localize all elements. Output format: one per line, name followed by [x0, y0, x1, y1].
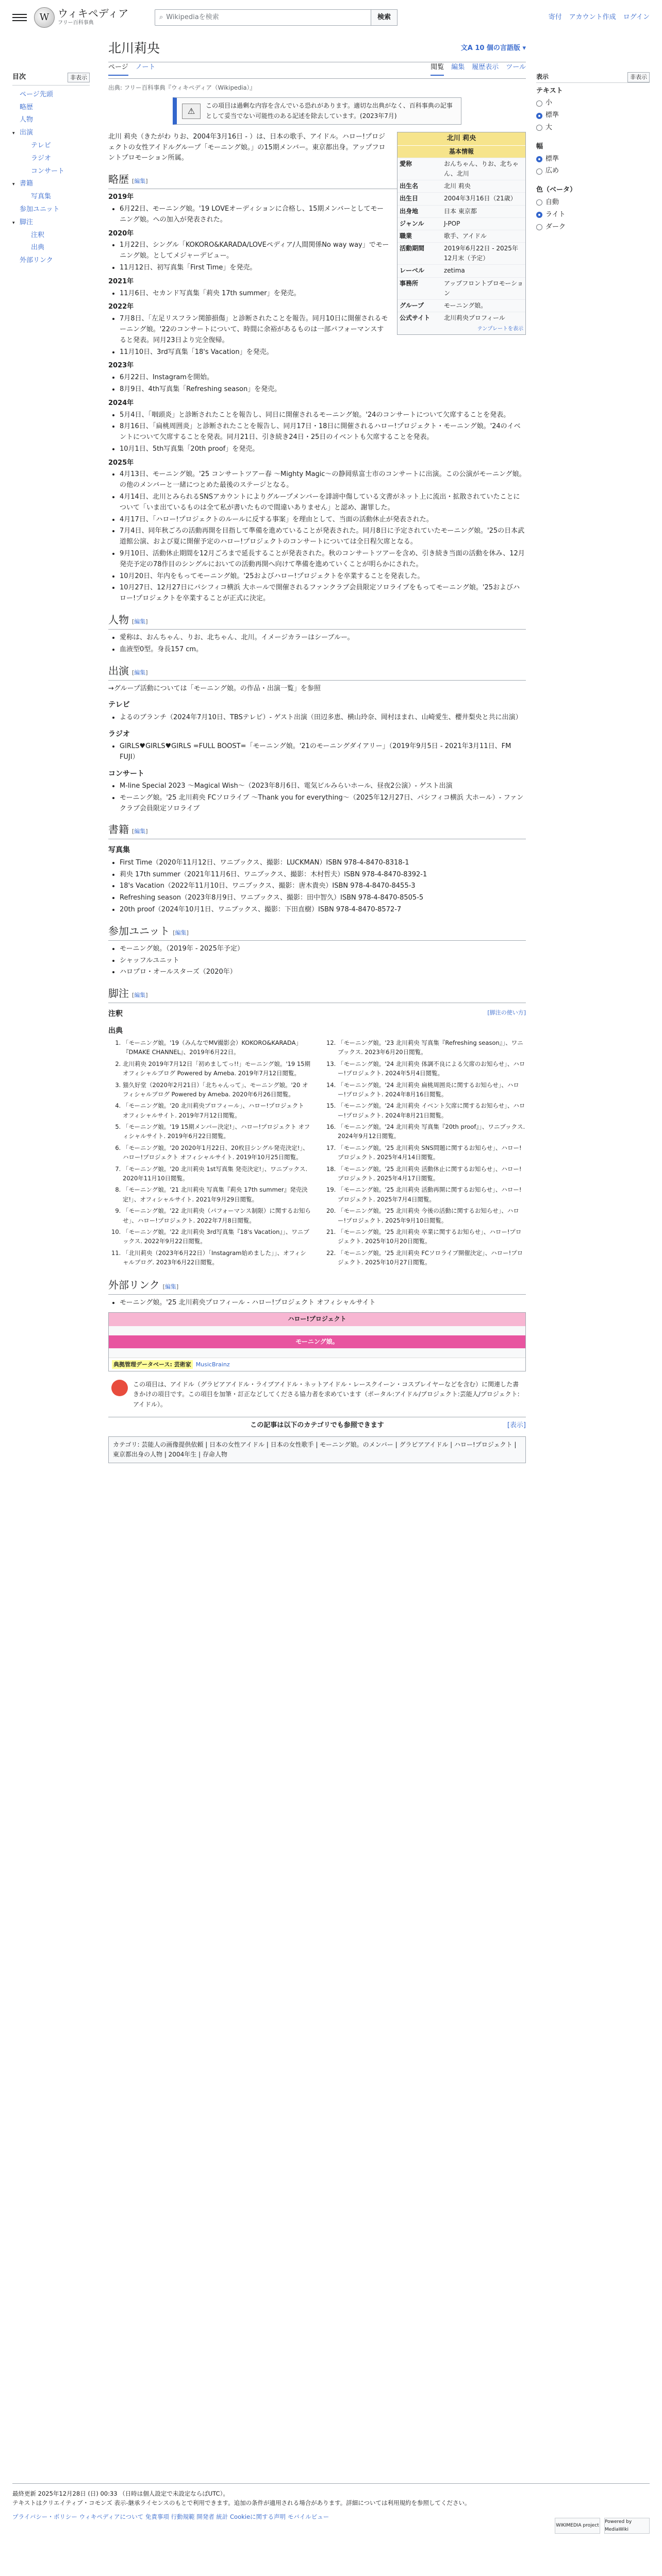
- section-appear: [108, 663, 526, 681]
- toc-list: [12, 89, 90, 267]
- reference-item: 9. 「モーニング娘。'22 北川莉央（パフォーマンス制限）に関するお知らせ」、ハロー!プロジェクト. 2022年7月8日閲覧。: [123, 1206, 311, 1225]
- notes-help-link[interactable]: [脚注の使い方]: [487, 1009, 526, 1016]
- reference-item: 11. 「北川莉央（2023年6月22日）「Instagram始めました」」、オフィシャルブログ. 2023年6月22日閲覧。: [123, 1248, 311, 1267]
- toc-item[interactable]: [12, 178, 90, 191]
- infobox-subtitle: 基本情報: [398, 145, 525, 158]
- appearance-title: 表示: [536, 73, 549, 80]
- photobook-item: • 18's Vacation（2022年11月10日、ワニブックス、撮影：唐木貴央）ISBN 978-4-8470-8455-3: [120, 881, 526, 892]
- edit-label: 編集: [134, 992, 146, 999]
- notes-sub-title: 注釈: [108, 1010, 123, 1019]
- tv-item: • よるのブランチ（2024年7月10日、TBSテレビ）- ゲスト出演（田辺多恵、横山玲奈、岡村ほまれ、山崎愛生、櫻井梨央と共に出演）: [120, 713, 526, 723]
- units-list: [120, 944, 526, 978]
- toc-item[interactable]: [12, 127, 90, 140]
- radio-button[interactable]: [536, 168, 542, 175]
- infobox-row: [398, 230, 525, 242]
- timeline-year: 2025年: [108, 459, 134, 467]
- text-size-section: [536, 86, 650, 133]
- timeline-item: • 6月22日、モーニング娘。'19 LOVEオーディションに合格し、15期メンバーとしてモーニング娘。への加入が発表された。: [120, 204, 526, 226]
- infobox-key: 愛称: [400, 160, 412, 167]
- search-form: [155, 9, 398, 26]
- toc-item[interactable]: [12, 152, 90, 165]
- footer: [12, 2483, 650, 2532]
- edit-label: 編集: [164, 1283, 176, 1290]
- toc-header: [12, 72, 90, 86]
- infobox-key: レーベル: [400, 267, 425, 275]
- section-tv: [108, 699, 526, 710]
- infobox-key: グループ: [400, 302, 424, 309]
- toc-sidebar: [12, 72, 90, 267]
- infobox-title: 北川 莉央: [398, 132, 525, 145]
- infobox-key: 職業: [400, 232, 412, 240]
- color-title: 色（ベータ）: [536, 186, 577, 194]
- reference-item: 5. 「モーニング娘。'19 15期メンバー決定!」、ハロー!プロジェクト オフィシャルサイト. 2019年6月22日閲覧。: [123, 1122, 311, 1141]
- navbox-body: [109, 1326, 525, 1335]
- timeline-item: • 8月9日、4th写真集「Refreshing season」を発売。: [120, 384, 526, 395]
- section-photo-title: 写真集: [108, 846, 130, 855]
- external-links-list: [120, 1298, 526, 1309]
- radio-button[interactable]: [536, 224, 542, 230]
- page-title-row: [108, 35, 526, 62]
- musicbrainz-link[interactable]: MusicBrainz: [195, 1361, 230, 1368]
- toc-item[interactable]: [12, 216, 90, 229]
- text-size-option[interactable]: [536, 110, 650, 121]
- timeline-item: • 7月4日、同年秋ごろの活動再開を目指して準備を進めていることが発表された。同月8日に予定されていたモーニング娘。'25の日本武道館公演、および夏に開催予定のハロー!プロジェクトのコンサートについては全日程欠席となる。: [120, 526, 526, 548]
- radio-button[interactable]: [536, 156, 542, 162]
- reference-item: 19. 「モーニング娘。'25 北川莉央 活動再開に関するお知らせ」、ハロー!プロジェクト. 2025年7月4日閲覧。: [338, 1185, 526, 1204]
- tab-item[interactable]: 履歴表示: [472, 63, 499, 72]
- reference-item: 21. 「モーニング娘。'25 北川莉央 卒業に関するお知らせ」、ハロー!プロジェクト. 2025年10月20日閲覧。: [338, 1227, 526, 1246]
- tab-item[interactable]: ページ: [108, 62, 128, 76]
- last-edited: 最終更新 2025年12月28日 (日) 00:33 （日時は個人設定で未設定ならばUTC）。: [12, 2490, 229, 2497]
- external-link-item: • モーニング娘。'25 北川莉央プロフィール - ハロー!プロジェクト オフィシャルサイト: [120, 1298, 526, 1309]
- concert-item: • モーニング娘。'25 北川莉央 FCソロライブ 〜Thank you for everything〜（2025年12月27日、パシフィコ横浜 大ホール）- ファンクラブ会員限定ソロライブ: [120, 793, 526, 815]
- radio-list: [120, 741, 526, 763]
- namespace-tabs: [108, 62, 155, 78]
- appearance-hide-button[interactable]: 非表示: [627, 72, 650, 82]
- infobox-value: モーニング娘。: [444, 302, 487, 309]
- timeline-item: • 4月13日、モーニング娘。'25 コンサートツアー春 〜Mighty Magic〜の静岡県富士市のコンサートに出演。この公演がモーニング娘。の他のメンバーと一緒につとめた最後のステージとなる。: [120, 469, 526, 491]
- timeline-item: • 5月4日、「咽頭炎」と診断されたことを報告し、同日に開催されるモーニング娘。'24のコンサートについて欠席することを発表。: [120, 410, 526, 421]
- radio-button[interactable]: [536, 113, 542, 119]
- reference-item: 3. 猫久好堂（2020年2月21日）「北ちゃんって」、モーニング娘。'20 オフィシャルブログ Powered by Ameba. 2020年6月26日閲覧。: [123, 1080, 311, 1099]
- section-appear-title: 出演: [108, 664, 129, 677]
- toc-item-label: 略歴: [20, 103, 34, 111]
- toc-item-label: 外部リンク: [20, 257, 53, 265]
- section-person: [108, 612, 526, 630]
- footer-links[interactable]: プライバシー・ポリシー ウィキペディアについて 免責事項 行動規範 開発者 統計 Cookieに関する声明 モバイルビュー: [12, 2513, 329, 2520]
- tab-item[interactable]: ノート: [135, 63, 156, 72]
- navbox-hello-project[interactable]: ハロー!プロジェクト: [109, 1313, 525, 1326]
- references-list: [108, 1038, 526, 1269]
- infobox-row: [398, 192, 525, 205]
- timeline-year: 2019年: [108, 193, 134, 201]
- section-concert: [108, 768, 526, 779]
- infobox-key: 事務所: [400, 279, 419, 287]
- toc-chevron-icon[interactable]: ▾: [12, 220, 15, 226]
- photobook-list: [120, 858, 526, 916]
- site-logo[interactable]: [34, 7, 128, 28]
- user-link[interactable]: ログイン: [623, 13, 650, 21]
- infobox-key: 出生日: [400, 195, 419, 202]
- unit-item: • シャッフルユニット: [120, 956, 526, 967]
- toc-item-label: ページ先頭: [20, 90, 53, 98]
- timeline-item: • 6月22日、Instagramを開始。: [120, 372, 526, 383]
- color-option[interactable]: [536, 222, 650, 233]
- person-item: • 血液型0型。身長157 cm。: [120, 645, 526, 655]
- reference-item: 13. 「モーニング娘。'24 北川莉央 体調不良による欠席のお知らせ」、ハロー!プロジェクト. 2024年5月4日閲覧。: [338, 1059, 526, 1078]
- section-units-title: 参加ユニット: [108, 924, 170, 937]
- tab-item[interactable]: 編集: [451, 63, 465, 72]
- infobox-key: 出生名: [400, 182, 419, 190]
- infobox-row: [398, 299, 525, 312]
- width-section: [536, 142, 650, 177]
- infobox-row: [398, 312, 525, 324]
- toc-item-label: 写真集: [31, 193, 52, 201]
- edit-link[interactable]: [編集]: [132, 828, 148, 835]
- photobook-item: • 20th proof（2024年10月1日、ワニブックス、撮影：下田直樹）ISBN 978-4-8470-8572-7: [120, 905, 526, 916]
- user-link[interactable]: アカウント作成: [569, 13, 616, 21]
- infobox-key: 公式サイト: [400, 314, 431, 322]
- infobox-value: 北川莉央プロフィール: [444, 314, 505, 322]
- toc-item-label: 出演: [20, 129, 34, 137]
- reference-item: 7. 「モーニング娘。'20 北川莉央 1st写真集 発売決定!」、ワニブックス. 2020年11月10日閲覧。: [123, 1164, 311, 1183]
- section-concert-title: コンサート: [108, 769, 144, 778]
- toc-item-label: 脚注: [20, 218, 34, 226]
- user-links: [549, 12, 650, 23]
- radio-label: 標準: [545, 111, 559, 120]
- section-sources-title: 出典: [108, 1026, 123, 1035]
- timeline-year: 2024年: [108, 399, 134, 407]
- search-button[interactable]: 検索: [371, 9, 398, 26]
- mediawiki-badge[interactable]: Powered by MediaWiki: [604, 2518, 650, 2534]
- edit-link[interactable]: [編集]: [132, 669, 148, 676]
- edit-link[interactable]: [編集]: [132, 992, 148, 999]
- stub-notice: [108, 1377, 526, 1413]
- search-placeholder: Wikipediaを検索: [166, 13, 219, 21]
- lead-paragraph: 北川 莉央（きたがわ りお、2004年3月16日 - ）は、日本の歌手、アイドル。ハロー!プロジェクトの女性アイドルグループ「モーニング娘。」の15期メンバー。東京都出身。アップフロントプロモーション所属。: [108, 132, 386, 162]
- photobook-item: • 莉央 17th summer（2021年11月6日、ワニブックス、撮影：木村哲夫）ISBN 978-4-8470-8392-1: [120, 870, 526, 880]
- infobox-row: [398, 158, 525, 180]
- unit-item: • ハロプロ・オールスターズ（2020年）: [120, 967, 526, 978]
- infobox-key: 出身地: [400, 207, 419, 215]
- category-links[interactable]: カテゴリ: 芸能人の画像提供依頼 | 日本の女性アイドル | 日本の女性歌手 | モーニング娘。のメンバー | グラビアアイドル | ハロー!プロジェクト | 東京都出身の人物 | 2004年生 | 存命人物: [108, 1436, 526, 1463]
- timeline-item: • 4月14日、北川とみられるSNSアカウントによりグループメンバーを誹謗中傷している文書がネット上に流出・拡散されていたことについて「いま出ているものは全て私が書いたもので間違いありません」と認め、謝罪した。: [120, 492, 526, 514]
- section-external: [108, 1277, 526, 1295]
- logo-title: ウィキペディア: [58, 7, 129, 20]
- notice-icon: ⚠: [182, 104, 201, 119]
- infobox-value: アップフロントプロモーション: [444, 279, 523, 297]
- edit-label: 編集: [134, 618, 146, 625]
- reference-item: 14. 「モーニング娘。'24 北川莉央 扁桃周囲炎に関するお知らせ」、ハロー!プロジェクト. 2024年8月16日閲覧。: [338, 1080, 526, 1099]
- infobox-value: zetima: [444, 267, 465, 275]
- toc-item[interactable]: [12, 204, 90, 216]
- radio-button[interactable]: [536, 125, 542, 131]
- edit-link[interactable]: [編集]: [173, 929, 189, 936]
- search-input[interactable]: [155, 9, 371, 26]
- infobox-key: ジャンル: [400, 219, 424, 227]
- header: [0, 0, 662, 35]
- person-item: • 愛称は、おんちゃん、りお、北ちゃん、北川。イメージカラーはシーブルー。: [120, 633, 526, 643]
- text-size-option[interactable]: [536, 123, 650, 133]
- timeline-item: • 8月16日、「扁桃周囲炎」と診断されたことを報告し、同月17日・18日に開催されるハロー!プロジェクト・モーニング娘。'24のイベントについて欠席することを発表。同月21日、引き続き24日・25日のイベントも欠席することを発表。: [120, 421, 526, 443]
- infobox-value: おんちゃん、りお、北ちゃん、北川: [444, 160, 519, 177]
- logo-tagline: フリー百科事典: [58, 20, 94, 26]
- section-tv-title: テレビ: [108, 701, 130, 709]
- section-notes-title: 脚注: [108, 987, 129, 1000]
- section-photo: [108, 844, 526, 856]
- toc-item[interactable]: [12, 89, 90, 101]
- infobox-row: [398, 264, 525, 277]
- toc-item[interactable]: [12, 255, 90, 267]
- edit-label: 編集: [134, 178, 146, 185]
- reference-item: 22. 「モーニング娘。'25 北川莉央 FCソロライブ開催決定」、ハロー!プロジェクト. 2025年10月27日閲覧。: [338, 1248, 526, 1267]
- color-option[interactable]: [536, 197, 650, 208]
- infobox-row: [398, 242, 525, 264]
- concert-list: [120, 781, 526, 814]
- toc-title: 目次: [12, 73, 26, 81]
- toc-hide-button[interactable]: 非表示: [68, 73, 90, 83]
- timeline-item: • 10月27日、12月27日にパシフィコ横浜 大ホールで開催されるファンクラブ会員限定ソロライブをもってモーニング娘。'25およびハロー!プロジェクトを卒業することが正式に決定。: [120, 583, 526, 604]
- edit-link[interactable]: [編集]: [162, 1283, 179, 1290]
- user-link[interactable]: 寄付: [548, 13, 562, 21]
- toc-item-label: コンサート: [31, 167, 65, 175]
- infobox-row: [398, 180, 525, 192]
- reference-item: 2. 北川莉央 2019年7月12日「初めましてっ!!」モーニング娘。'19 15期オフィシャルブログ Powered by Ameba. 2019年7月12日閲覧。: [123, 1059, 311, 1078]
- reference-item: 12. 「モーニング娘。'23 北川莉央 写真集『Refreshing season』」、ワニブックス. 2023年6月20日閲覧。: [338, 1038, 526, 1057]
- unit-item: • モーニング娘。（2019年 - 2025年予定）: [120, 944, 526, 955]
- language-count: 10 個の言語版: [475, 44, 520, 52]
- tv-list: [120, 713, 526, 723]
- toc-item-label: 書籍: [20, 180, 34, 188]
- license-text: テキストはクリエイティブ・コモンズ 表示-継承ライセンスのもとで利用できます。追加の条件が適用される場合があります。詳細については利用規約を参照してください。: [12, 2499, 471, 2507]
- radio-item: • GIRLS♥GIRLS♥GIRLS =FULL BOOST=「モーニング娘。'21のモーニングダイアリー」（2019年9月5日 - 2021年3月11日、FM FUJI）: [120, 741, 526, 763]
- infobox-value: 2004年3月16日（21歳）: [444, 195, 517, 202]
- section-notes: [108, 985, 526, 1003]
- notice-text: この項目は過剰な内容を含んでいる恐れがあります。適切な出典がなく、百科事典の記事として妥当でない可能性のある記述を除去しています。(2023年7月): [206, 102, 453, 120]
- language-button[interactable]: 文A 10 個の言語版 ▾: [460, 44, 526, 52]
- template-link[interactable]: [398, 324, 525, 334]
- radio-label: ライト: [545, 210, 566, 218]
- reference-item: 1. 「モーニング娘。'19（みんなでMV撮影会）KOKORO&KARADA」『DMAKE CHANNEL』、2019年6月22日。: [123, 1038, 311, 1057]
- main-content: [108, 35, 526, 1463]
- related-title: この記事は以下のカテゴリでも参照できます: [250, 1421, 384, 1429]
- color-section: [536, 185, 650, 232]
- view-tabs: [431, 62, 526, 78]
- toc-chevron-icon[interactable]: ▾: [12, 131, 15, 137]
- edit-label: 編集: [134, 828, 146, 835]
- reference-item: 20. 「モーニング娘。'25 北川莉央 今後の活動に関するお知らせ」、ハロー!プロジェクト. 2025年9月10日閲覧。: [338, 1206, 526, 1225]
- infobox-value: J-POP: [444, 219, 460, 227]
- navbox-body: [109, 1348, 525, 1358]
- template-label: テンプレートを表示: [477, 326, 523, 332]
- width-option[interactable]: [536, 166, 650, 177]
- toc-chevron-icon[interactable]: ▾: [12, 182, 15, 188]
- timeline-item: • 11月6日、セカンド写真集「莉央 17th summer」を発売。: [120, 289, 526, 299]
- authority-label: 典拠管理データベース: 芸術家: [112, 1360, 193, 1369]
- reference-item: 16. 「モーニング娘。'24 北川莉央 写真集『20th proof』」、ワニブックス. 2024年9月12日閲覧。: [338, 1122, 526, 1141]
- appear-note: →グループ活動については「モーニング娘。の作品・出演一覧」を参照: [108, 684, 321, 692]
- toc-item[interactable]: [12, 191, 90, 204]
- radio-button[interactable]: [536, 100, 542, 107]
- reference-item: 17. 「モーニング娘。'25 北川莉央 SNS問題に関するお知らせ」、ハロー!プロジェクト. 2025年4月14日閲覧。: [338, 1143, 526, 1162]
- infobox-key: 活動期間: [400, 245, 425, 252]
- toc-item[interactable]: [12, 165, 90, 178]
- section-career-title: 略歴: [108, 173, 129, 186]
- timeline-list: [120, 469, 526, 604]
- section-person-title: 人物: [108, 614, 129, 626]
- timeline-item: • 7月8日、「左足リスフラン関節損傷」と診断されたことを報告。同月10日に開催されるモーニング娘。'22のコンサートについて、時間に余裕があるものは一部パフォーマンスすると発表。同月23日より完全復帰。: [120, 314, 526, 346]
- infobox-row: [398, 277, 525, 299]
- timeline-year: 2021年: [108, 277, 134, 285]
- toc-item-label: ラジオ: [31, 154, 52, 162]
- text-size-title: テキスト: [536, 87, 563, 95]
- tab-item[interactable]: 閲覧: [431, 62, 444, 76]
- authority-control: [109, 1358, 525, 1371]
- navbox: [108, 1312, 526, 1371]
- related-show-button[interactable]: [表示]: [507, 1421, 526, 1429]
- radio-label: 小: [545, 99, 553, 107]
- main-menu-icon[interactable]: [12, 10, 27, 25]
- maintenance-notice: [173, 97, 461, 124]
- wikipedia-globe-icon: W: [34, 7, 55, 28]
- radio-label: 標準: [545, 155, 559, 163]
- timeline-item: • 1月22日、シングル「KOKORO&KARADA/LOVEペディア/人間関係No way way」でモーニング娘。としてメジャーデビュー。: [120, 240, 526, 262]
- radio-label: 自動: [545, 198, 559, 206]
- radio-button[interactable]: [536, 212, 542, 218]
- radio-label: 広め: [545, 167, 559, 175]
- timeline-item: • 10月1日、5th写真集「20th proof」を発売。: [120, 444, 526, 455]
- section-radio-title: ラジオ: [108, 730, 130, 738]
- timeline-item: • 9月10日、活動休止期間を12月ごろまで延長することが発表された。秋のコンサートツアーを含め、引き続き当面の活動を休み、12月発売予定の78作目のシングルにおいての活動再開へ向けて準備を進めていくことが明らかにされた。: [120, 549, 526, 570]
- infobox-value: 2019年6月22日 - 2025年12月末（予定）: [444, 245, 518, 262]
- reference-item: 8. 「モーニング娘。'21 北川莉央 写真集『莉央 17th summer』発売決定!」、オフィシャルサイト. 2021年9月29日閲覧。: [123, 1185, 311, 1204]
- section-books-title: 書籍: [108, 823, 129, 836]
- edit-link[interactable]: [編集]: [132, 178, 148, 185]
- infobox-value: 北川 莉央: [444, 182, 471, 190]
- infobox: [397, 132, 526, 335]
- appearance-panel: [536, 72, 650, 241]
- toc-item[interactable]: [12, 229, 90, 242]
- width-option[interactable]: [536, 154, 650, 165]
- toc-item-label: テレビ: [31, 141, 51, 149]
- wikimedia-badge[interactable]: WIKIMEDIA project: [555, 2518, 600, 2534]
- section-radio: [108, 728, 526, 740]
- width-title: 幅: [536, 142, 543, 150]
- appearance-header: [536, 72, 650, 83]
- reference-item: 18. 「モーニング娘。'25 北川莉央 活動休止に関するお知らせ」、ハロー!プロジェクト. 2025年4月17日閲覧。: [338, 1164, 526, 1183]
- edit-label: 編集: [175, 929, 187, 936]
- infobox-value: 日本 東京都: [444, 207, 477, 215]
- reference-item: 15. 「モーニング娘。'24 北川莉央 イベント欠席に関するお知らせ」、ハロー!プロジェクト. 2024年8月21日閲覧。: [338, 1101, 526, 1120]
- tab-item[interactable]: ツール: [506, 63, 526, 72]
- toc-item-label: 人物: [20, 116, 34, 124]
- timeline-year: 2022年: [108, 303, 134, 311]
- idol-stub-icon: [111, 1380, 128, 1396]
- infobox-row: [398, 217, 525, 230]
- photobook-item: • Refreshing season（2023年8月9日、ワニブックス、撮影：田中智久）ISBN 978-4-8470-8505-5: [120, 893, 526, 904]
- toc-item-label: 注釈: [31, 231, 45, 239]
- text-size-option[interactable]: [536, 98, 650, 109]
- timeline-list: [120, 410, 526, 455]
- section-external-title: 外部リンク: [108, 1278, 160, 1291]
- timeline-item: • 11月12日、初写真集「First Time」を発売。: [120, 263, 526, 274]
- person-list: [120, 633, 526, 655]
- toc-item-label: 参加ユニット: [20, 205, 60, 213]
- toc-item[interactable]: [12, 140, 90, 152]
- timeline-item: • 10月20日、年内をもってモーニング娘。'25およびハロー!プロジェクトを卒業することを発表した。: [120, 571, 526, 582]
- color-option[interactable]: [536, 210, 650, 221]
- site-sub: 出典: フリー百科事典『ウィキペディア（Wikipedia）』: [108, 84, 256, 91]
- timeline-item: • 11月10日、3rd写真集「18's Vacation」を発売。: [120, 347, 526, 358]
- timeline-list: [120, 372, 526, 395]
- concert-item: • M-line Special 2023 〜Magical Wish〜（2023年8月6日、電気ビルみらいホール、昼夜2公演）- ゲスト出演: [120, 781, 526, 792]
- toc-item[interactable]: [12, 101, 90, 114]
- toc-item[interactable]: [12, 242, 90, 255]
- stub-text: この項目は、アイドル（グラビアアイドル・ライブアイドル・ネットアイドル・レースクイーン・コスプレイヤーなどを含む）に関連した書きかけの項目です。この項目を加筆・訂正などしてくださる協力者を求めています（ポータル:アイドル/プロジェクト:芸能人/プロジェクト:アイドル）。: [133, 1381, 520, 1408]
- section-notes-sub: [108, 1008, 526, 1020]
- related-categories: [108, 1417, 526, 1431]
- radio-label: ダーク: [545, 223, 566, 231]
- photobook-item: • First Time（2020年11月12日、ワニブックス、撮影：LUCKMAN）ISBN 978-4-8470-8318-1: [120, 858, 526, 869]
- reference-item: 6. 「モーニング娘。'20 2020年1月22日、20枚目シングル発売決定!」、ハロー!プロジェクト オフィシャルサイト. 2019年10月25日閲覧。: [123, 1143, 311, 1162]
- radio-label: 大: [545, 123, 553, 131]
- section-sources: [108, 1025, 526, 1037]
- reference-item: 10. 「モーニング娘。'22 北川莉央 3rd写真集『18's Vacation』」、ワニブックス. 2022年9月22日閲覧。: [123, 1227, 311, 1246]
- radio-button[interactable]: [536, 199, 542, 206]
- search-icon: ⌕: [159, 13, 163, 21]
- section-units: [108, 923, 526, 941]
- page-tabs: [108, 62, 526, 79]
- toc-item[interactable]: [12, 114, 90, 127]
- timeline-year: 2023年: [108, 362, 134, 370]
- navbox-morning-musume[interactable]: モーニング娘。: [109, 1335, 525, 1348]
- page-title: 北川莉央: [108, 41, 160, 56]
- timeline-year: 2020年: [108, 229, 134, 238]
- timeline-item: • 4月17日、「ハロー!プロジェクトのルールに反する事案」を理由として、当面の活動休止が発表された。: [120, 515, 526, 526]
- edit-label: 編集: [134, 669, 146, 676]
- toc-item-label: 出典: [31, 244, 45, 252]
- reference-item: 4. 「モーニング娘。'20 北川莉央プロフィール」、ハロー!プロジェクト オフィシャルサイト. 2019年7月12日閲覧。: [123, 1101, 311, 1120]
- section-books: [108, 821, 526, 839]
- edit-link[interactable]: [編集]: [132, 618, 148, 625]
- infobox-row: [398, 205, 525, 217]
- infobox-value: 歌手、アイドル: [444, 232, 487, 240]
